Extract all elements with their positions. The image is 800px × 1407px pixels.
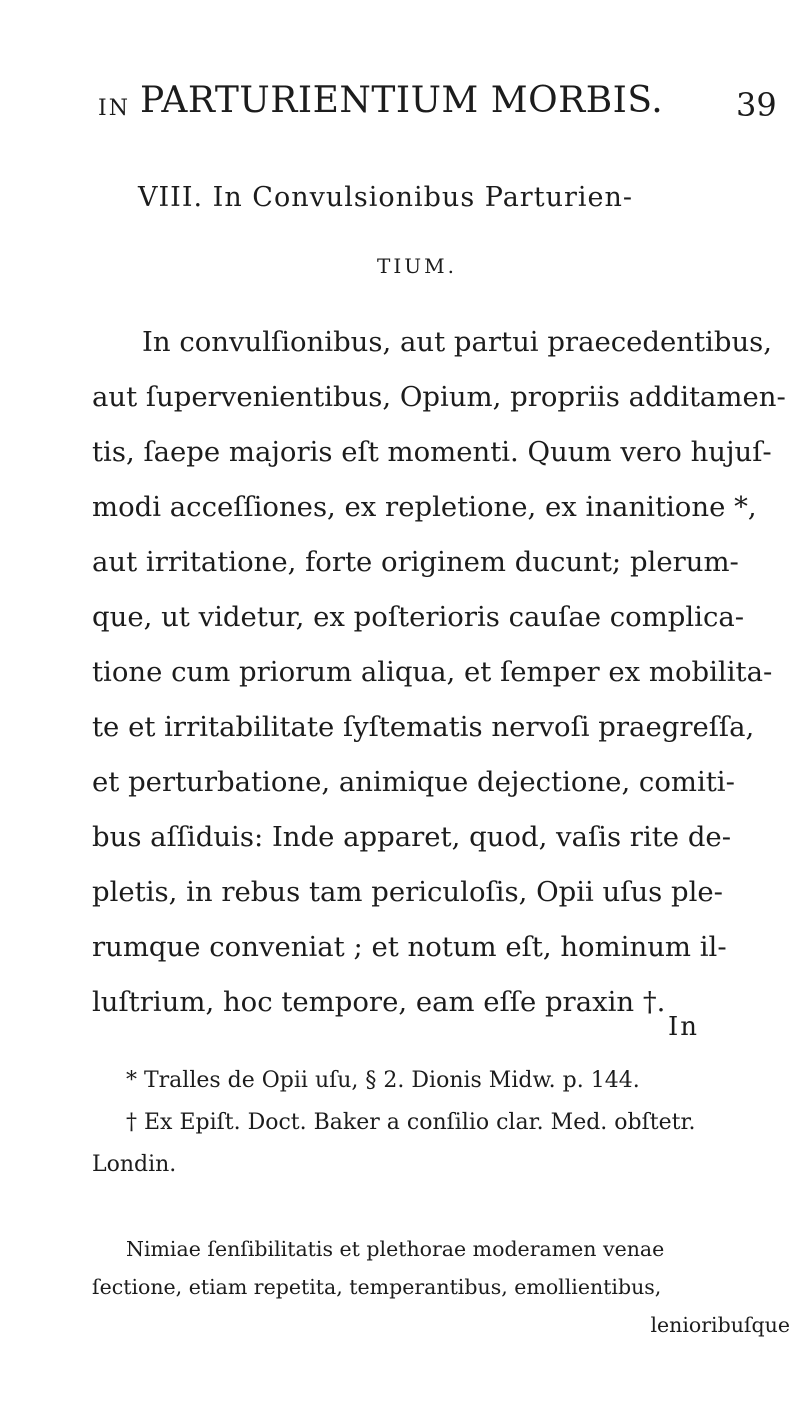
body-line: luſtrium, hoc tempore, eam eſſe praxin †.	[92, 986, 666, 1018]
footnote-continuation: Londin.	[92, 1152, 177, 1177]
body-line: rumque conveniat ; et notum eſt, hominum il-	[92, 931, 727, 963]
section-heading-continuation: TIUM.	[377, 254, 457, 278]
footnote: * Tralles de Opii uſu, § 2. Dionis Midw. p. 144.	[126, 1068, 640, 1093]
body-line: bus aſſiduis: Inde apparet, quod, vaſis rite de-	[92, 821, 731, 853]
body-line: modi acceſſiones, ex repletione, ex inanitione *,	[92, 491, 757, 523]
footnote: † Ex Epiſt. Doct. Baker a conſilio clar. Med. obſtetr.	[126, 1110, 696, 1135]
continuation-line: lenioribuſque	[650, 1313, 790, 1337]
body-text	[92, 315, 792, 1030]
continuation-line: Nimiae ſenſibilitatis et plethorae moderamen venae	[126, 1237, 665, 1261]
body-line: pletis, in rebus tam periculoſis, Opii uſus ple-	[92, 876, 723, 908]
body-line: aut irritatione, forte originem ducunt; plerum-	[92, 546, 739, 578]
body-line: que, ut videtur, ex poſterioris cauſae complica-	[92, 601, 745, 633]
continuation-line: ſectione, etiam repetita, temperantibus, emollientibus,	[92, 1275, 662, 1299]
continuation-text	[92, 1230, 792, 1344]
body-line: In convulſionibus, aut partui praecedentibus,	[142, 326, 773, 358]
body-line: te et irritabilitate ſyſtematis nervoſi praegreſſa,	[92, 711, 755, 743]
body-line: aut ſupervenientibus, Opium, propriis additamen-	[92, 381, 786, 413]
header-title: PARTURIENTIUM MORBIS.	[140, 80, 664, 121]
body-line: tione cum priorum aliqua, et ſemper ex mobilita-	[92, 656, 773, 688]
body-line: et perturbatione, animique dejectione, comiti-	[92, 766, 735, 798]
running-header	[98, 80, 788, 140]
page-number: 39	[736, 86, 777, 124]
footnotes	[92, 1060, 792, 1186]
header-prefix: IN	[98, 96, 130, 121]
body-line: tis, ſaepe majoris eſt momenti. Quum vero hujuſ-	[92, 436, 772, 468]
section-heading: VIII. In Convulsionibus Parturien-	[138, 182, 633, 213]
catchword: In	[668, 1012, 700, 1042]
